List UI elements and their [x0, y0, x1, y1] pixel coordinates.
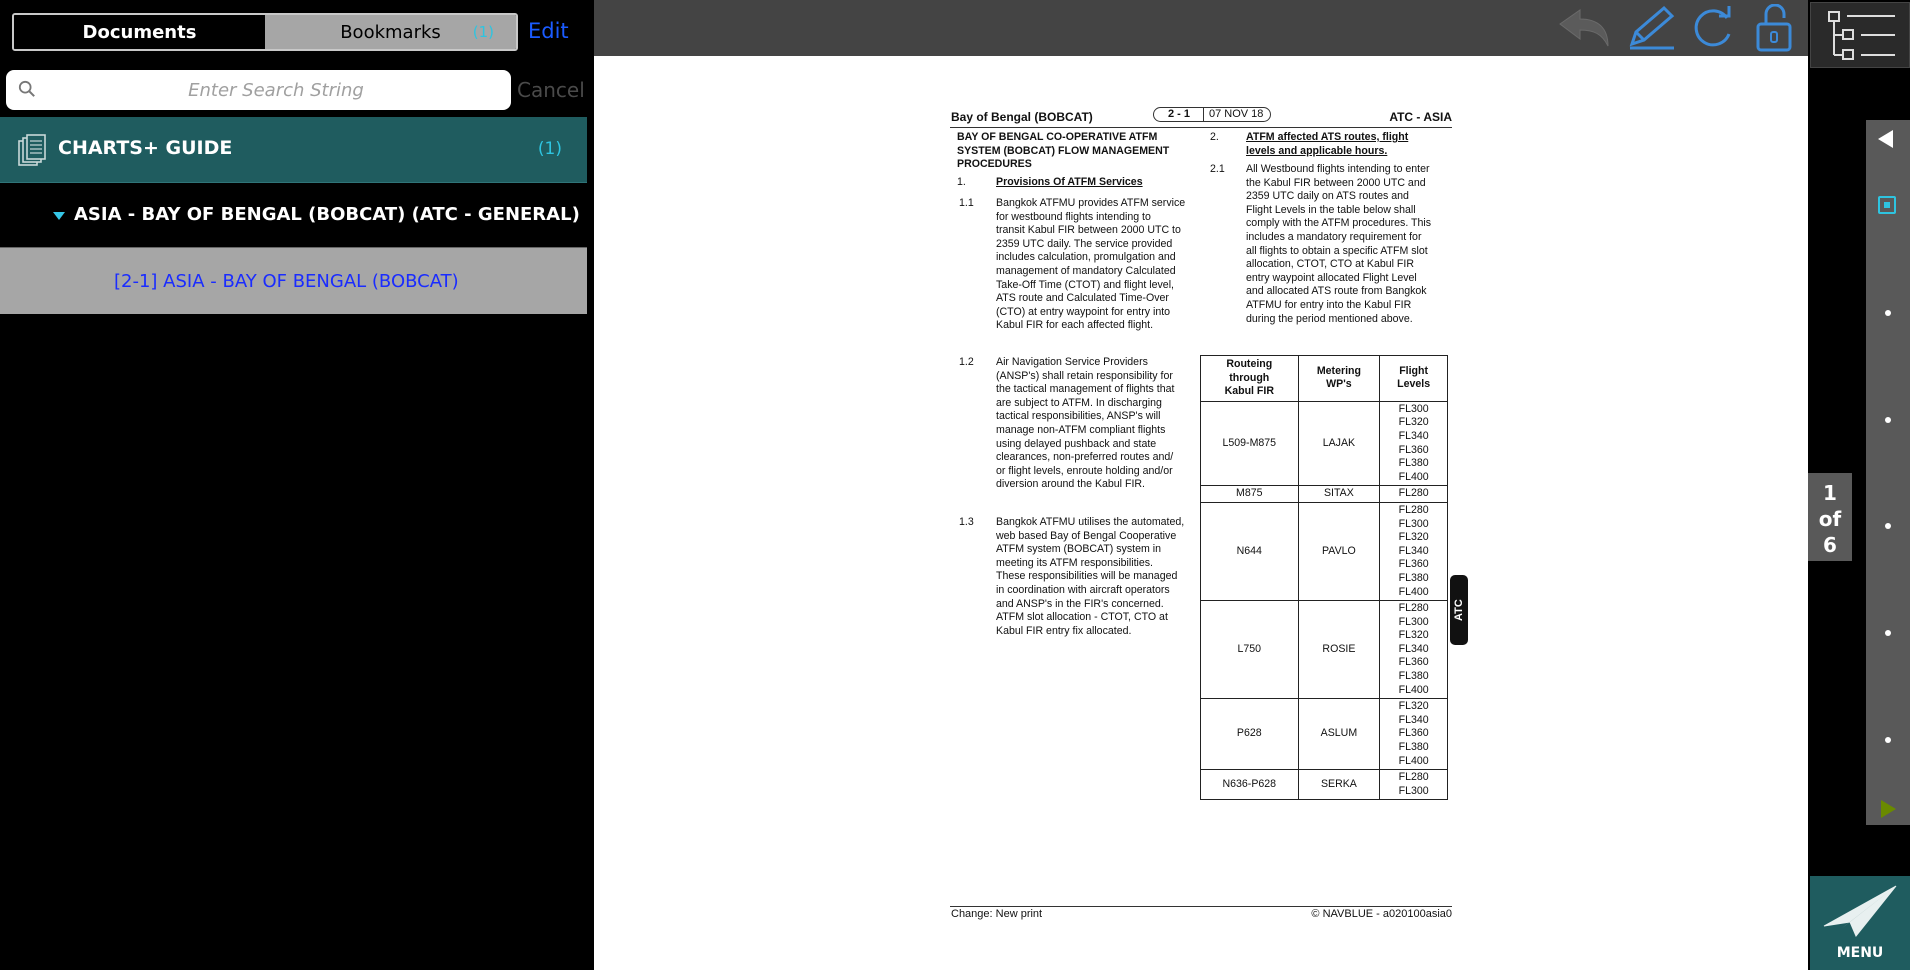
route-cell: N636-P628 — [1201, 770, 1299, 800]
documents-stack-icon — [18, 133, 48, 167]
doc-date: 07 NOV 18 — [1209, 108, 1264, 120]
levels-cell: FL280 — [1380, 486, 1448, 503]
tab-documents[interactable] — [14, 15, 265, 49]
route-cell: P628 — [1201, 699, 1299, 770]
footer-rule — [950, 906, 1452, 907]
page-of: of — [1818, 507, 1842, 531]
p12-number: 1.2 — [959, 356, 974, 368]
p11-number: 1.1 — [959, 197, 974, 209]
p13-text: Bangkok ATFMU utilises the automated, web based Bay of Bengal Cooperative ATFM system (BOBCAT) system in meeting its ATFM responsibilities. These responsibilities will be managed in coordination with aircraft operators and ANSP's in the FIR's concerned. ATFM slot allocation - CTOT, CTO at Kabul FIR entry fix allocated. — [996, 516, 1185, 637]
tab-bookmarks-label: Bookmarks — [340, 21, 441, 43]
levels-cell: FL280 FL300 FL320 FL340 FL360 FL380 FL400 — [1380, 502, 1448, 600]
doc-header-category: ATC - ASIA — [1389, 110, 1452, 124]
atc-side-tab: ATC — [1450, 575, 1468, 645]
right-toolbar — [1808, 0, 1910, 970]
page-current: 1 — [1823, 481, 1837, 505]
header-metering: Metering WP's — [1298, 356, 1380, 402]
waypoint-cell: LAJAK — [1298, 401, 1380, 486]
table-row — [1201, 601, 1448, 699]
page-dot[interactable] — [1885, 630, 1891, 636]
redo-icon[interactable] — [1689, 4, 1737, 52]
caret-down-icon — [53, 212, 65, 220]
paper-plane-icon — [1820, 882, 1900, 942]
waypoint-cell: SITAX — [1298, 486, 1380, 503]
header-levels: Flight Levels — [1380, 356, 1448, 402]
route-cell: N644 — [1201, 502, 1299, 600]
document-row[interactable] — [0, 247, 587, 314]
s1-number: 1. — [957, 176, 966, 188]
route-cell: M875 — [1201, 486, 1299, 503]
s2-title: ATFM affected ATS routes, flight levels and applicable hours. — [1246, 131, 1409, 157]
page-dot[interactable] — [1885, 737, 1891, 743]
search-input[interactable] — [51, 70, 501, 110]
charts-guide-row[interactable] — [0, 117, 587, 183]
section-row[interactable] — [0, 188, 587, 244]
page-dot[interactable] — [1885, 310, 1891, 316]
undo-icon[interactable] — [1554, 4, 1614, 52]
doc-section-title: BAY OF BENGAL CO-OPERATIVE ATFM SYSTEM (BOBCAT) FLOW MANAGEMENT PROCEDURES — [957, 131, 1170, 171]
p21-text: All Westbound flights intending to enter the Kabul FIR between 2000 UTC and 2359 UTC daily on ATS routes and Flight Levels in the table below shall comply with the ATFM procedures. This includes a mandatory requirement for all flights to obtain a specific ATFM slot allocation, CTOT, CTO at Kabul FIR entry waypoint allocated Flight Level and allocated ATS route from Bangkok ATFMU for entry into the Kabul FIR during the period mentioned above. — [1246, 163, 1432, 325]
waypoint-cell: ROSIE — [1298, 601, 1380, 699]
menu-button[interactable] — [1810, 876, 1910, 970]
table-row — [1201, 502, 1448, 600]
p12-text: Air Navigation Service Providers (ANSP's) shall retain responsibility for the tactical management of flights that are subject to ATFM. In discharging tactical responsibilities, ANSP's will manage non-ATFM compliant flights using delayed pushback and state clearances, non-preferred routes and/ or flight levels, enroute holding and/or diversion around the Kabul FIR. — [996, 356, 1175, 491]
panel-divider[interactable] — [587, 0, 594, 970]
pencil-icon[interactable] — [1624, 4, 1679, 52]
next-page-icon[interactable] — [1881, 800, 1896, 818]
doc-page-number: 2 - 1 — [1168, 108, 1191, 120]
table-row — [1201, 486, 1448, 503]
levels-cell: FL300 FL320 FL340 FL360 FL380 FL400 — [1380, 401, 1448, 486]
menu-label: MENU — [1836, 945, 1884, 961]
edit-button[interactable]: Edit — [528, 19, 569, 43]
table-row — [1201, 401, 1448, 486]
page-total: 6 — [1823, 533, 1837, 557]
search-box — [6, 70, 511, 110]
tab-bookmarks[interactable] — [265, 15, 516, 49]
waypoint-cell: ASLUM — [1298, 699, 1380, 770]
route-cell: L750 — [1201, 601, 1299, 699]
p13-number: 1.3 — [959, 516, 974, 528]
previous-page-icon[interactable] — [1878, 130, 1893, 148]
page-dot[interactable] — [1885, 523, 1891, 529]
document-link[interactable]: [2-1] ASIA - BAY OF BENGAL (BOBCAT) — [114, 271, 459, 292]
levels-cell: FL320 FL340 FL360 FL380 FL400 — [1380, 699, 1448, 770]
doc-page-box — [1153, 107, 1271, 122]
bookmarks-count: (1) — [472, 23, 494, 41]
doc-footer-change: Change: New print — [951, 908, 1043, 920]
flight-levels-table — [1200, 355, 1448, 800]
table-header-row — [1201, 356, 1448, 402]
levels-cell: FL280 FL300 FL320 FL340 FL360 FL380 FL400 — [1380, 601, 1448, 699]
tree-view-button[interactable] — [1810, 2, 1910, 68]
tree-view-icon — [1825, 9, 1897, 63]
section-label: ASIA - BAY OF BENGAL (BOBCAT) (ATC - GENERAL) — [74, 204, 580, 225]
doc-footer-copyright: © NAVBLUE - a020100asia0 — [1311, 908, 1452, 920]
current-page-marker-icon[interactable] — [1878, 196, 1896, 214]
segment-control — [12, 13, 518, 51]
levels-cell: FL280 FL300 — [1380, 770, 1448, 800]
header-routeing: Routeing through Kabul FIR — [1201, 356, 1299, 402]
s2-number: 2. — [1210, 131, 1219, 143]
unlock-icon[interactable] — [1754, 4, 1798, 52]
document-page — [950, 105, 1465, 935]
route-cell: L509-M875 — [1201, 401, 1299, 486]
table-row — [1201, 699, 1448, 770]
cancel-button[interactable]: Cancel — [517, 78, 585, 102]
charts-guide-count: (1) — [537, 139, 562, 159]
p11-text: Bangkok ATFMU provides ATFM service for westbound flights intending to transit Kabul FIR between 2000 UTC to 2359 UTC daily. The service provided includes calculation, promulgation and management of mandatory Calculated Take-Off Time (CTOT) and flight level, ATS route and Calculated Time-Over (CTO) at entry waypoint for entry into Kabul FIR for each affected flight. — [996, 197, 1186, 332]
waypoint-cell: PAVLO — [1298, 502, 1380, 600]
page-scrubber[interactable] — [1866, 120, 1910, 825]
doc-header-title: Bay of Bengal (BOBCAT) — [951, 110, 1093, 124]
page-dot[interactable] — [1885, 417, 1891, 423]
charts-guide-label: CHARTS+ GUIDE — [58, 137, 233, 159]
waypoint-cell: SERKA — [1298, 770, 1380, 800]
header-rule — [950, 127, 1452, 128]
tab-documents-label: Documents — [82, 21, 197, 43]
table-row — [1201, 770, 1448, 800]
search-icon — [18, 80, 36, 98]
s1-title: Provisions Of ATFM Services — [996, 176, 1143, 188]
documents-panel — [0, 0, 587, 970]
p21-number: 2.1 — [1210, 163, 1225, 175]
viewer-toolbar — [594, 0, 1808, 56]
page-counter — [1808, 473, 1852, 561]
